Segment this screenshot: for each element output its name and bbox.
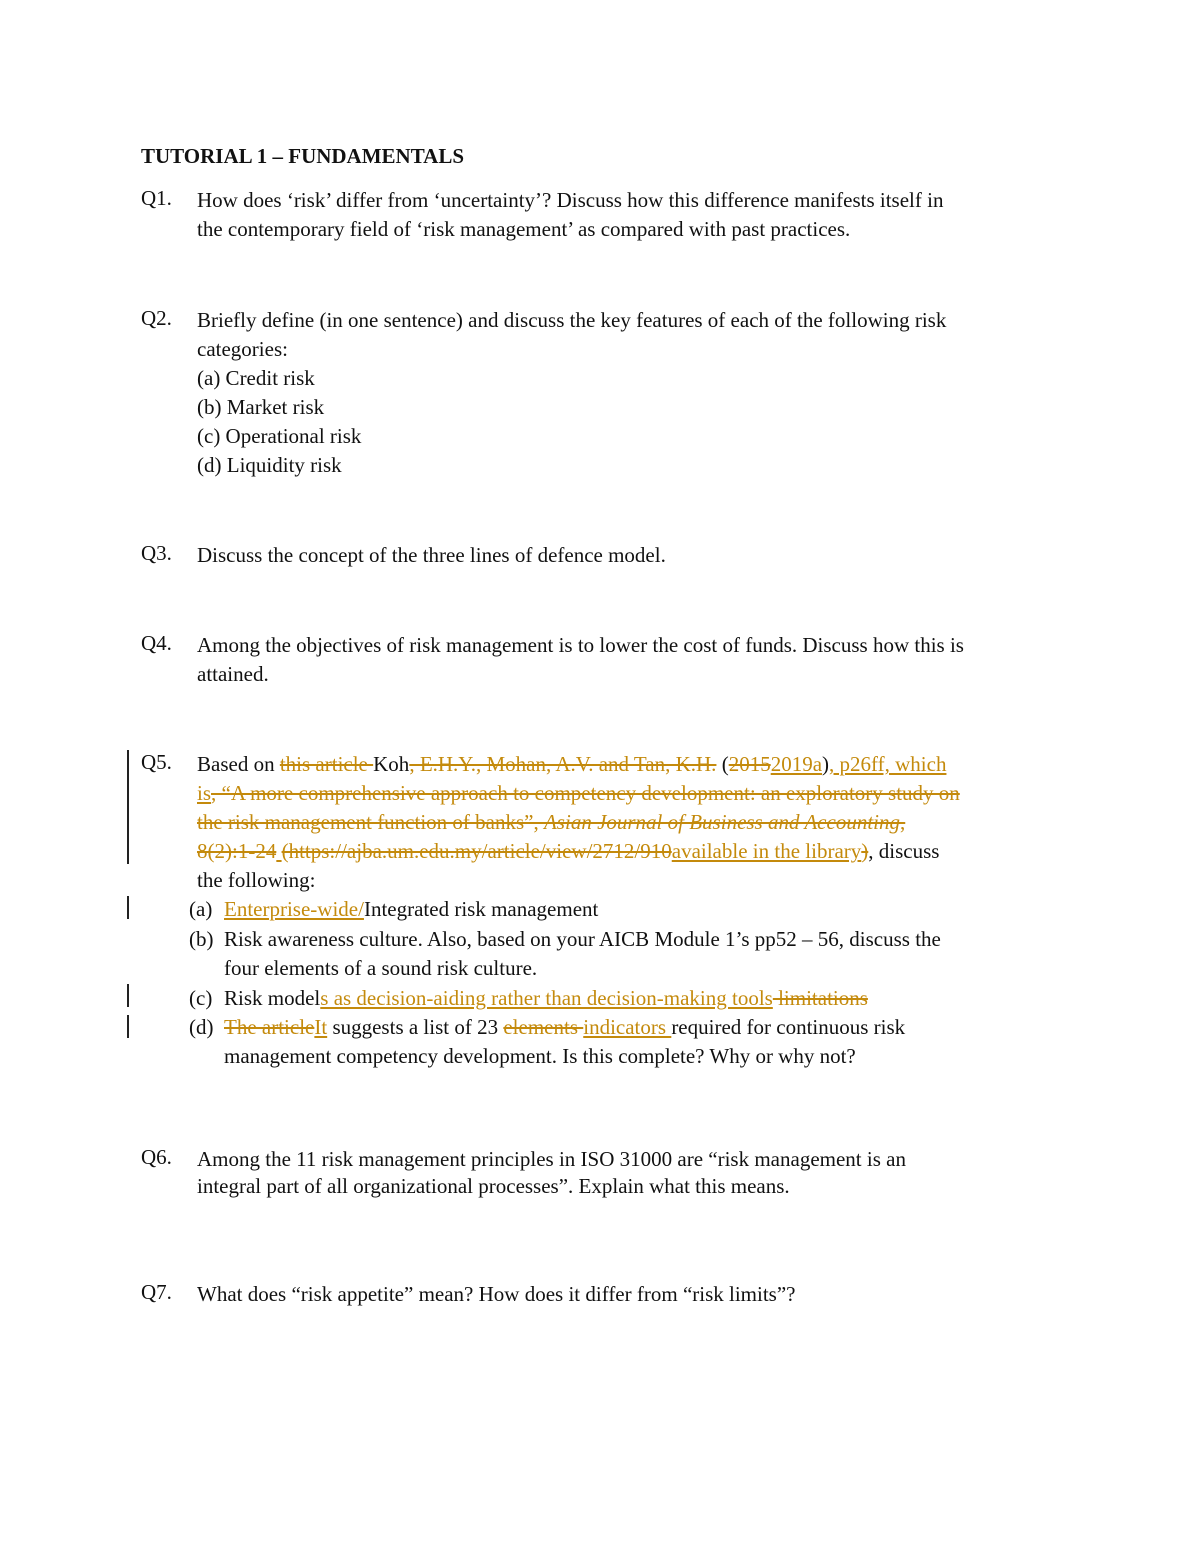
q2-item-b: (b) Market risk bbox=[197, 395, 325, 419]
q3-line-1: Discuss the concept of the three lines of defence model. bbox=[197, 543, 666, 567]
q5b-line-1: Risk awareness culture. Also, based on your AICB Module 1’s pp52 – 56, discuss the bbox=[224, 927, 941, 951]
q5a-text: Enterprise-wide/Integrated risk management bbox=[224, 897, 599, 921]
q2-number: Q2. bbox=[141, 306, 172, 330]
q1-line-2: the contemporary field of ‘risk management’ as compared with past practices. bbox=[197, 217, 851, 241]
q5d-line-2: management competency development. Is this complete? Why or why not? bbox=[224, 1044, 856, 1068]
q1-line-1: How does ‘risk’ differ from ‘uncertainty’? Discuss how this difference manifests itself in bbox=[197, 188, 944, 212]
q4-line-2: attained. bbox=[197, 662, 269, 686]
q5c-text: Risk models as decision-aiding rather than decision-making tools limitations bbox=[224, 986, 868, 1010]
q5-line-2: is, “A more comprehensive approach to competency development: an exploratory study on bbox=[197, 781, 960, 805]
q5d-label: (d) bbox=[189, 1015, 214, 1039]
q5-line-4: 8(2):1-24 (https://ajba.um.edu.my/article/view/2712/910available in the library), discuss bbox=[197, 839, 940, 863]
q6-number: Q6. bbox=[141, 1145, 172, 1169]
q4-number: Q4. bbox=[141, 631, 172, 655]
q7-number: Q7. bbox=[141, 1280, 172, 1304]
q5b-line-2: four elements of a sound risk culture. bbox=[224, 956, 538, 980]
q2-item-c: (c) Operational risk bbox=[197, 424, 362, 448]
q2-item-a: (a) Credit risk bbox=[197, 366, 315, 390]
q7-line-1: What does “risk appetite” mean? How does it differ from “risk limits”? bbox=[197, 1282, 796, 1306]
q2-line-2: categories: bbox=[197, 337, 288, 361]
change-bar bbox=[127, 984, 129, 1007]
q5-line-1: Based on this article Koh, E.H.Y., Mohan, A.V. and Tan, K.H. (20152019a), p26ff, which bbox=[197, 752, 947, 776]
q5-line-3: the risk management function of banks”, Asian Journal of Business and Accounting, bbox=[197, 810, 906, 834]
q6-line-1: Among the 11 risk management principles in ISO 31000 are “risk management is an bbox=[197, 1147, 906, 1171]
q2-line-1: Briefly define (in one sentence) and discuss the key features of each of the following risk bbox=[197, 308, 947, 332]
q5b-label: (b) bbox=[189, 927, 214, 951]
q5c-label: (c) bbox=[189, 986, 213, 1010]
q3-number: Q3. bbox=[141, 541, 172, 565]
change-bar bbox=[127, 1015, 129, 1038]
q5-line-5: the following: bbox=[197, 868, 316, 892]
q2-item-d: (d) Liquidity risk bbox=[197, 453, 342, 477]
q6-line-2: integral part of all organizational processes”. Explain what this means. bbox=[197, 1174, 790, 1198]
q5-number: Q5. bbox=[141, 750, 172, 774]
page-title: TUTORIAL 1 – FUNDAMENTALS bbox=[141, 144, 465, 168]
change-bar bbox=[127, 896, 129, 919]
q4-line-1: Among the objectives of risk management is to lower the cost of funds. Discuss how this is bbox=[197, 633, 964, 657]
q5a-label: (a) bbox=[189, 897, 213, 921]
change-bar bbox=[127, 750, 129, 864]
q1-number: Q1. bbox=[141, 186, 172, 210]
q5d-line-1: The articleIt suggests a list of 23 elements indicators required for continuous risk bbox=[224, 1015, 906, 1039]
